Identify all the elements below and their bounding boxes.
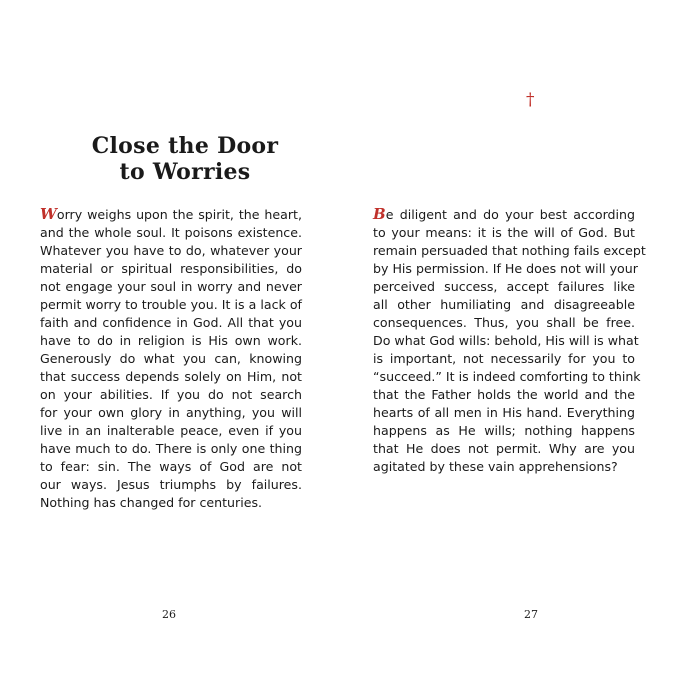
text-line-content: e diligent and do your best according [385, 207, 635, 222]
text-line: permit worry to trouble you. It is a lack of [40, 297, 302, 312]
text-line: that the Father holds the world and the [373, 387, 635, 402]
text-line: faith and confidence in God. All that you [40, 315, 302, 330]
page-number: 26 [162, 608, 176, 621]
text-line: not engage your soul in worry and never [40, 279, 302, 294]
text-line: happens as He wills; nothing happens [373, 423, 635, 438]
text-line: to your means: it is the will of God. But [373, 225, 635, 240]
chapter-title [60, 133, 310, 185]
text-line: material or spiritual responsibilities, do [40, 261, 302, 276]
text-line: live in an inalterable peace, even if you [40, 423, 302, 438]
text-line: that success depends solely on Him, not [40, 369, 302, 384]
text-line: “succeed.” It is indeed comforting to think [373, 369, 641, 384]
left-body-text [40, 205, 302, 512]
text-line: have to do in religion is His own work. [40, 333, 302, 348]
text-line: have much to do. There is only one thing [40, 441, 302, 456]
text-line: and the whole soul. It poisons existence. [40, 225, 302, 240]
text-line: hearts of all men in His hand. Everything [373, 405, 635, 420]
text-line: consequences. Thus, you shall be free. [373, 315, 635, 330]
text-line [373, 205, 635, 224]
text-line: by His permission. If He does not will your [373, 261, 638, 276]
text-line: Generously do what you can, knowing [40, 351, 302, 366]
text-line: all other humiliating and disagreeable [373, 297, 635, 312]
text-line: agitated by these vain apprehensions? [373, 459, 618, 474]
right-page [350, 0, 700, 700]
text-line: Nothing has changed for centuries. [40, 495, 263, 510]
text-line: Do what God wills: behold, His will is what [373, 333, 639, 348]
text-line: to fear: sin. The ways of God are not [40, 459, 302, 474]
text-line: perceived success, accept failures like [373, 279, 635, 294]
text-line: our ways. Jesus triumphs by failures. [40, 477, 302, 492]
drop-cap: B [373, 205, 386, 223]
text-line: Whatever you have to do, whatever your [40, 243, 302, 258]
text-line: remain persuaded that nothing fails except [373, 243, 646, 258]
text-line: for your own glory in anything, you will [40, 405, 302, 420]
drop-cap: W [40, 205, 57, 223]
page-number: 27 [524, 608, 538, 621]
text-line: that He does not permit. Why are you [373, 441, 635, 456]
right-body-text [373, 205, 646, 476]
text-line-content: orry weighs upon the spirit, the heart, [56, 207, 302, 222]
chapter-title-line: Close the Door [91, 133, 279, 159]
cross-ornament-icon: † [526, 90, 535, 110]
text-line: on your abilities. If you do not search [40, 387, 302, 402]
text-line [40, 205, 302, 224]
text-line: is important, not necessarily for you to [373, 351, 635, 366]
chapter-title-line: to Worries [119, 159, 251, 185]
